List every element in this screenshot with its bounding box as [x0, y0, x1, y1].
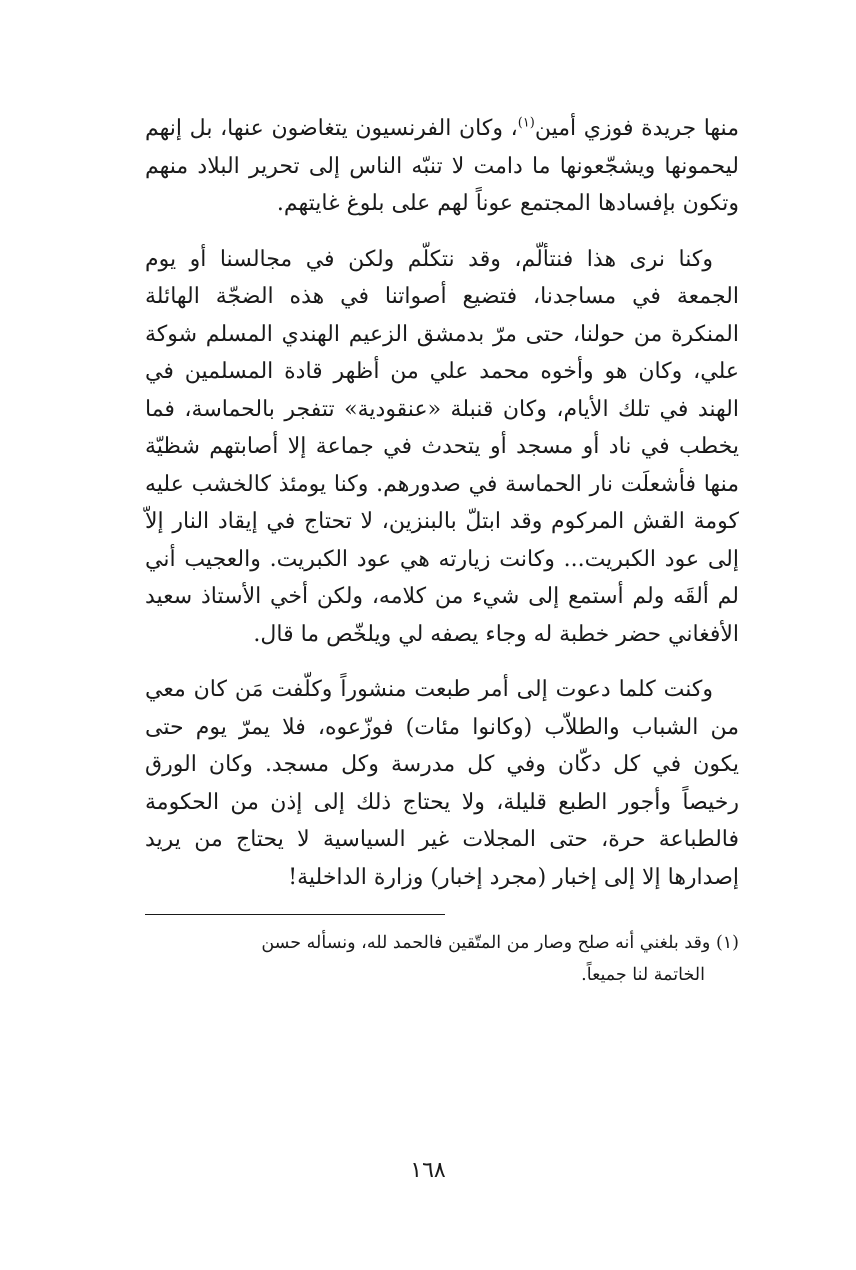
footnote-separator: [145, 914, 445, 915]
footnote-text-line2: الخاتمة لنا جميعاً.: [581, 965, 705, 985]
book-page: [145, 110, 739, 991]
paragraph-1-text-start: منها جريدة فوزي أمين: [534, 116, 739, 141]
footnote-reference: (١): [517, 115, 535, 131]
paragraph-3: وكنت كلما دعوت إلى أمر طبعت منشوراً وكلّفت مَن كان معي من الشباب والطلاّب (وكانوا مئات) فوزّعوه، فلا يمرّ يوم حتى يكون في كل دكّان وفي كل مدرسة وكل مسجد. وكان الورق رخيصاً وأجور الطبع قليلة، ولا يحتاج ذلك إلى إذن من الحكومة فالطباعة حرة، حتى المجلات غير السياسية لا يحتاج من يريد إصدارها إلا إلى إخبار (مجرد إخبار) وزارة الداخلية!: [145, 677, 739, 890]
paragraph-1: [145, 110, 739, 223]
paragraph-2: وكنا نرى هذا فنتألّم، وقد نتكلّم ولكن في مجالسنا أو يوم الجمعة في مساجدنا، فتضيع أصواتنا في هذه الضجّة الهائلة المنكرة من حولنا، حتى مرّ بدمشق الزعيم الهندي المسلم شوكة علي، وكان هو وأخوه محمد علي من أظهر قادة المسلمين في الهند في تلك الأيام، وكان قنبلة «عنقودية» تتفجر بالحماسة، فما يخطب في ناد أو مسجد أو يتحدث في جماعة إلا أصابتهم شظيّة منها فأشعلَت نار الحماسة في صدورهم. وكنا يومئذ كالخشب عليه كومة القش المركوم وقد ابتلّ بالبنزين، لا تحتاج في إيقاد النار إلاّ إلى عود الكبريت... وكانت زيارته هي عود الكبريت. والعجيب أني لم ألقَه ولم أستمع إلى شيء من كلامه، ولكن أخي الأستاذ سعيد الأفغاني حضر خطبة له وجاء يصفه لي ويلخّص ما قال.: [145, 246, 739, 647]
paragraph-1-text-end: ، وكان الفرنسيون يتغاضون عنها، بل إنهم ليحمونها ويشجّعونها ما دامت لا تنبّه الناس إلى تحرير البلاد منهم وتكون بإفسادها المجتمع عوناً لهم على بلوغ غايتهم.: [145, 116, 739, 216]
footnote-text-line1: وقد بلغني أنه صلح وصار من المتّقين فالحمد لله، ونسأله حسن: [261, 933, 711, 953]
footnote-separator-wrap: [145, 914, 739, 915]
page-number: ١٦٨: [410, 1158, 446, 1183]
footnote-marker: (١): [715, 933, 739, 953]
footnote: [145, 927, 739, 991]
